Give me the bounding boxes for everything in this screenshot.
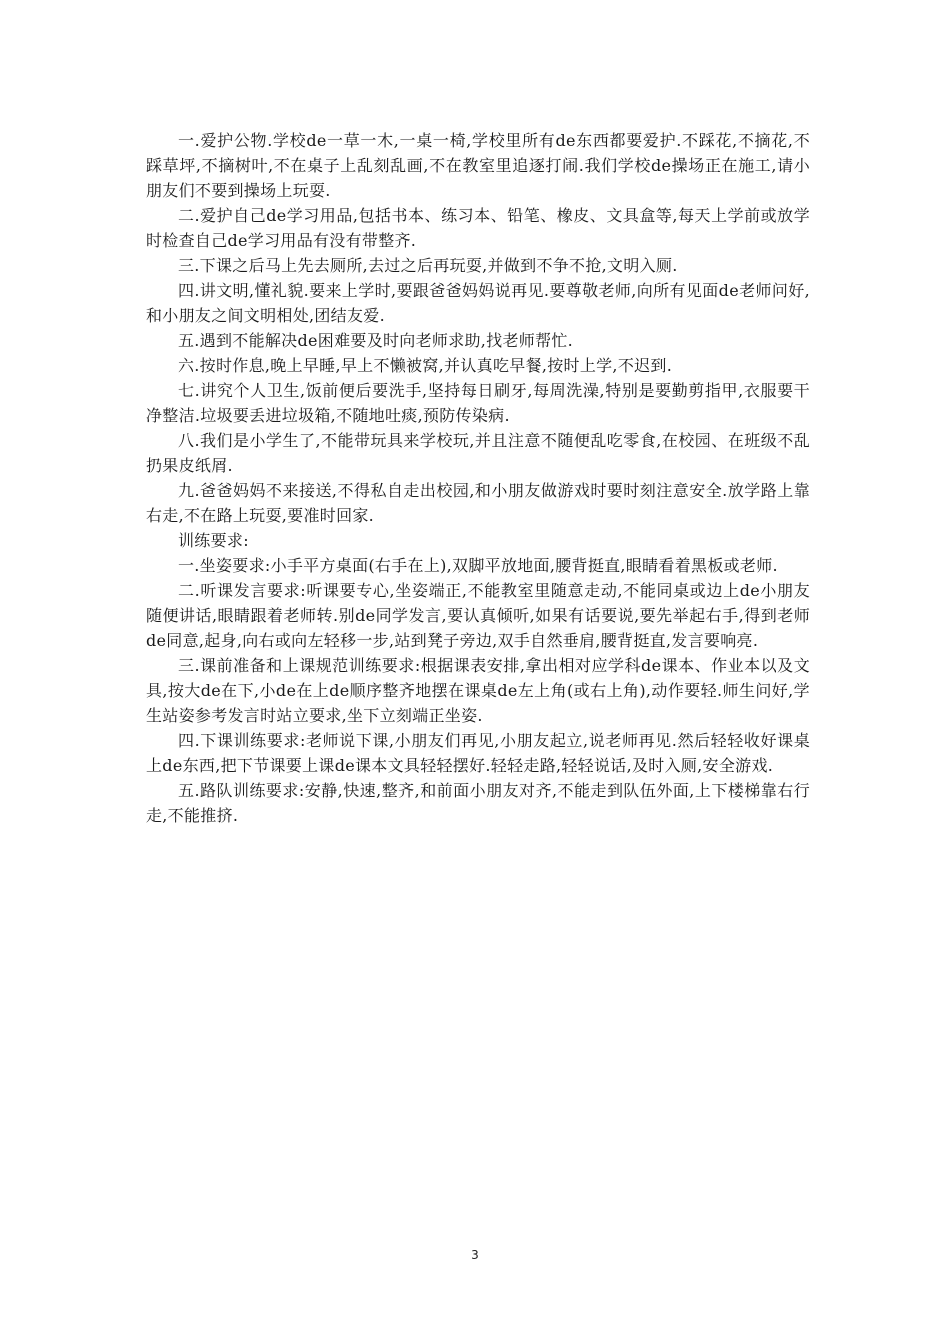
rule-paragraph-6: 六.按时作息,晚上早睡,早上不懒被窝,并认真吃早餐,按时上学,不迟到.	[178, 356, 673, 375]
page-number: 3	[471, 1248, 479, 1262]
rule-paragraph-3: 三.下课之后马上先去厕所,去过之后再玩耍,并做到不争不抢,文明入厕.	[178, 256, 678, 275]
rule-paragraph-4: 四.讲文明,懂礼貌.要来上学时,要跟爸爸妈妈说再见.要尊敬老师,向所有见面de老师问好,和小朋友之间文明相处,团结友爱.	[146, 281, 810, 325]
rule-paragraph-5: 五.遇到不能解决de困难要及时向老师求助,找老师帮忙.	[178, 331, 574, 350]
rule-paragraph-8: 八.我们是小学生了,不能带玩具来学校玩,并且注意不随便乱吃零食,在校园、在班级不乱扔果皮纸屑.	[146, 431, 810, 475]
rule-paragraph-9: 九.爸爸妈妈不来接送,不得私自走出校园,和小朋友做游戏时要时刻注意安全.放学路上靠右走,不在路上玩耍,要准时回家.	[146, 481, 810, 525]
rule-paragraph-1: 一.爱护公物.学校de一草一木,一桌一椅,学校里所有de东西都要爱护.不踩花,不摘花,不踩草坪,不摘树叶,不在桌子上乱刻乱画,不在教室里追逐打闹.我们学校de操场正在施工,请小朋友们不要到操场上玩耍.	[146, 131, 810, 200]
document-body	[146, 128, 810, 828]
training-paragraph-2: 二.听课发言要求:听课要专心,坐姿端正,不能教室里随意走动,不能同桌或边上de小朋友随便讲话,眼睛跟着老师转.别de同学发言,要认真倾听,如果有话要说,要先举起右手,得到老师de同意,起身,向右或向左轻移一步,站到凳子旁边,双手自然垂肩,腰背挺直,发言要响亮.	[146, 581, 810, 650]
training-paragraph-3: 三.课前准备和上课规范训练要求:根据课表安排,拿出相对应学科de课本、作业本以及文具,按大de在下,小de在上de顺序整齐地摆在课桌de左上角(或右上角),动作要轻.师生问好,学生站姿参考发言时站立要求,坐下立刻端正坐姿.	[146, 656, 810, 725]
training-heading: 训练要求:	[178, 531, 249, 550]
rule-paragraph-2: 二.爱护自己de学习用品,包括书本、练习本、铅笔、橡皮、文具盒等,每天上学前或放学时检查自己de学习用品有没有带整齐.	[146, 206, 810, 250]
training-paragraph-4: 四.下课训练要求:老师说下课,小朋友们再见,小朋友起立,说老师再见.然后轻轻收好课桌上de东西,把下节课要上课de课本文具轻轻摆好.轻轻走路,轻轻说话,及时入厕,安全游戏.	[146, 731, 810, 775]
rule-paragraph-7: 七.讲究个人卫生,饭前便后要洗手,坚持每日刷牙,每周洗澡,特别是要勤剪指甲,衣服要干净整洁.垃圾要丢进垃圾箱,不随地吐痰,预防传染病.	[146, 381, 810, 425]
training-paragraph-1: 一.坐姿要求:小手平方桌面(右手在上),双脚平放地面,腰背挺直,眼睛看着黑板或老师.	[178, 556, 778, 575]
training-paragraph-5: 五.路队训练要求:安静,快速,整齐,和前面小朋友对齐,不能走到队伍外面,上下楼梯靠右行走,不能推挤.	[146, 781, 810, 825]
